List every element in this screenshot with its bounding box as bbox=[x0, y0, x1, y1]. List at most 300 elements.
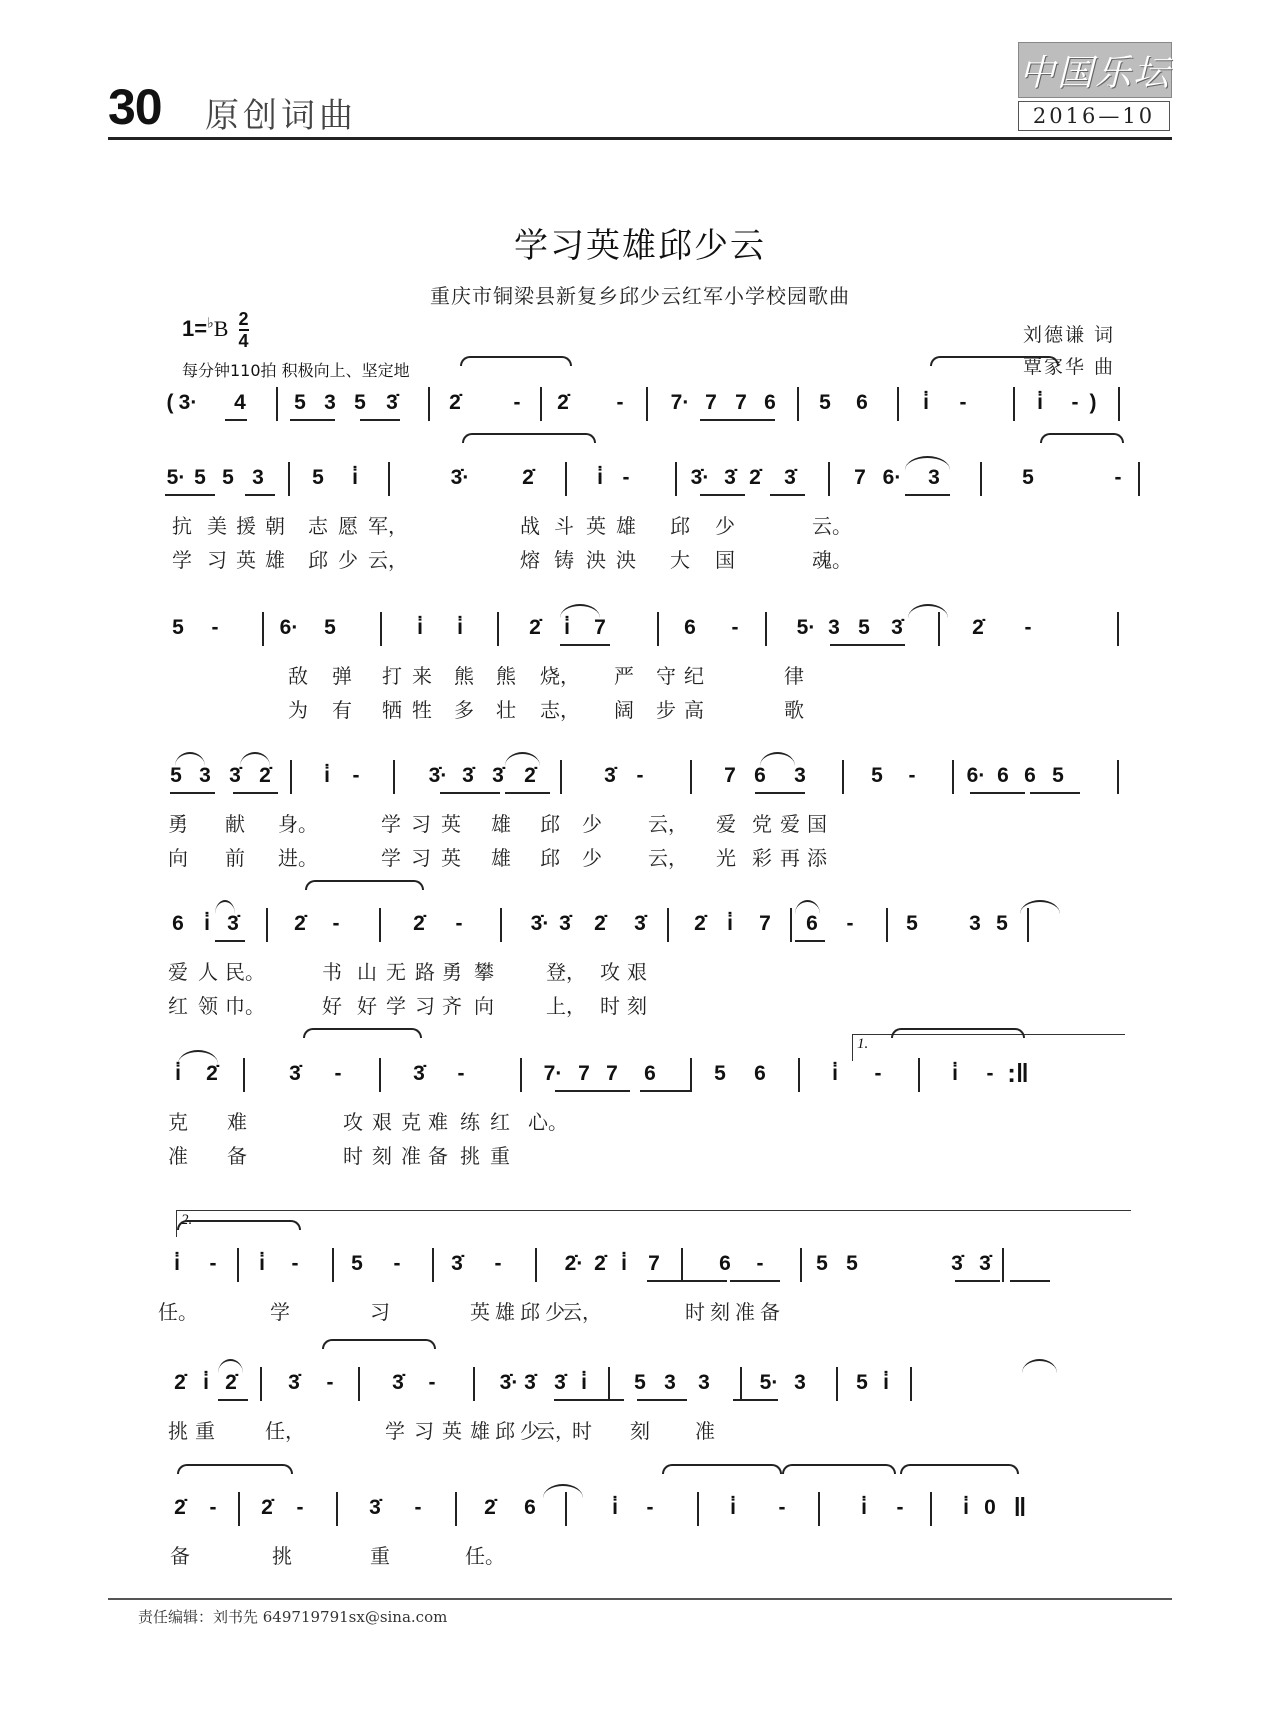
beam-underline[interactable] bbox=[640, 1090, 690, 1092]
note[interactable]: 2̇ bbox=[694, 912, 706, 935]
beam-underline[interactable] bbox=[225, 419, 247, 421]
note[interactable]: i̇ bbox=[457, 616, 463, 639]
lyric-syllable[interactable]: 进。 bbox=[278, 846, 318, 870]
note[interactable]: 7 bbox=[759, 912, 771, 935]
barline[interactable] bbox=[918, 1058, 920, 1092]
note[interactable]: 3 bbox=[928, 466, 940, 489]
dash-extension[interactable]: - bbox=[352, 764, 360, 787]
beam-underline[interactable] bbox=[955, 1280, 1000, 1282]
barline[interactable] bbox=[428, 387, 430, 421]
dash-extension[interactable]: - bbox=[908, 764, 916, 787]
barline[interactable] bbox=[358, 1367, 360, 1401]
lyric-syllable[interactable]: 时 bbox=[572, 1419, 592, 1443]
lyric-syllable[interactable]: 泱 bbox=[586, 548, 606, 572]
note[interactable]: 3 bbox=[828, 616, 840, 639]
beam-underline[interactable] bbox=[218, 1399, 248, 1401]
lyric-syllable[interactable]: 云， bbox=[535, 1419, 575, 1443]
lyric-syllable[interactable]: 铸 bbox=[554, 548, 574, 572]
note[interactable]: 3̇ bbox=[451, 1252, 463, 1275]
barline[interactable] bbox=[740, 1367, 742, 1401]
note[interactable]: 2̇ bbox=[529, 616, 541, 639]
tie-bracket[interactable] bbox=[662, 1464, 782, 1474]
note[interactable]: 2̇ bbox=[972, 616, 984, 639]
lyric-syllable[interactable]: 英 bbox=[441, 846, 461, 870]
barline[interactable] bbox=[380, 612, 382, 646]
note[interactable]: 3̇ bbox=[979, 1252, 991, 1275]
lyric-syllable[interactable]: 勇 bbox=[442, 960, 462, 984]
lyric-syllable[interactable]: 挑 bbox=[460, 1144, 480, 1168]
note[interactable]: :‖ bbox=[1007, 1058, 1029, 1088]
note[interactable]: 2̇ bbox=[594, 1252, 606, 1275]
barline[interactable] bbox=[276, 387, 278, 421]
note[interactable]: 3 bbox=[252, 466, 264, 489]
lyric-syllable[interactable]: 光 bbox=[716, 846, 736, 870]
lyric-syllable[interactable]: 雄 bbox=[470, 1419, 490, 1443]
lyric-syllable[interactable]: 习 bbox=[411, 812, 431, 836]
tie-bracket[interactable] bbox=[930, 356, 1059, 366]
barline[interactable] bbox=[1117, 760, 1119, 794]
lyric-syllable[interactable]: 刻 bbox=[710, 1300, 730, 1324]
note[interactable]: 5 bbox=[1022, 466, 1034, 489]
note[interactable]: 6 bbox=[997, 764, 1009, 787]
lyric-syllable[interactable]: 刻 bbox=[627, 994, 647, 1018]
barline[interactable] bbox=[266, 908, 268, 942]
lyric-syllable[interactable]: 挑 bbox=[272, 1544, 292, 1568]
note[interactable]: 2̇ bbox=[484, 1496, 496, 1519]
note[interactable]: 2̇ bbox=[294, 912, 306, 935]
note[interactable]: i̇ bbox=[861, 1496, 867, 1519]
note[interactable]: 2̇ bbox=[413, 912, 425, 935]
barline[interactable] bbox=[535, 1248, 537, 1282]
dash-extension[interactable]: - bbox=[455, 912, 463, 935]
beam-underline[interactable] bbox=[1030, 792, 1080, 794]
note[interactable]: i̇ bbox=[175, 1062, 181, 1085]
note[interactable]: 7 bbox=[705, 391, 717, 414]
note[interactable]: 3̇ bbox=[288, 1371, 300, 1394]
lyric-syllable[interactable]: 敌 bbox=[288, 664, 308, 688]
barline[interactable] bbox=[1002, 1248, 1004, 1282]
note[interactable]: 2̇ bbox=[524, 764, 536, 787]
note[interactable]: 2̇ bbox=[225, 1371, 237, 1394]
lyric-syllable[interactable]: 战 bbox=[520, 514, 540, 538]
beam-underline[interactable] bbox=[637, 1399, 687, 1401]
lyric-syllable[interactable]: 备 bbox=[227, 1144, 247, 1168]
note[interactable]: 5 bbox=[858, 616, 870, 639]
barline[interactable] bbox=[910, 1367, 912, 1401]
lyric-syllable[interactable]: 备 bbox=[428, 1144, 448, 1168]
tie-bracket[interactable] bbox=[1040, 433, 1124, 443]
lyric-syllable[interactable]: 向 bbox=[168, 846, 188, 870]
lyric-syllable[interactable]: 艰 bbox=[372, 1110, 392, 1134]
beam-underline[interactable] bbox=[554, 1399, 624, 1401]
note[interactable]: i̇ bbox=[612, 1496, 618, 1519]
lyric-syllable[interactable]: 艰 bbox=[627, 960, 647, 984]
barline[interactable] bbox=[980, 462, 982, 496]
dash-extension[interactable]: - bbox=[731, 616, 739, 639]
beam-underline[interactable] bbox=[360, 419, 400, 421]
note[interactable]: 6 bbox=[806, 912, 818, 935]
barline[interactable] bbox=[952, 760, 954, 794]
slur-arc[interactable] bbox=[543, 1484, 583, 1498]
score-line[interactable] bbox=[0, 1488, 1280, 1608]
beam-underline[interactable] bbox=[770, 494, 805, 496]
beam-underline[interactable] bbox=[855, 644, 905, 646]
note[interactable]: 5 bbox=[354, 391, 366, 414]
score-line[interactable] bbox=[0, 756, 1280, 876]
note[interactable]: 5 bbox=[324, 616, 336, 639]
lyric-syllable[interactable]: 时 bbox=[343, 1144, 363, 1168]
lyric-syllable[interactable]: 向 bbox=[474, 994, 494, 1018]
note[interactable]: 7 bbox=[724, 764, 736, 787]
note[interactable]: 5 bbox=[351, 1252, 363, 1275]
note[interactable]: 3̇ bbox=[413, 1062, 425, 1085]
note[interactable]: 7 bbox=[594, 616, 606, 639]
beam-underline[interactable] bbox=[970, 792, 1025, 794]
note[interactable]: 6· bbox=[279, 616, 299, 639]
beam-underline[interactable] bbox=[165, 494, 215, 496]
note[interactable]: 5 bbox=[714, 1062, 726, 1085]
lyric-syllable[interactable]: 云， bbox=[648, 846, 688, 870]
dash-extension[interactable]: - bbox=[646, 1496, 654, 1519]
dash-extension[interactable]: - bbox=[636, 764, 644, 787]
note[interactable]: 3̇ bbox=[634, 912, 646, 935]
note[interactable]: i̇ bbox=[564, 616, 570, 639]
note[interactable]: ‖ bbox=[1013, 1492, 1027, 1522]
barline[interactable] bbox=[238, 1492, 240, 1526]
barline[interactable] bbox=[675, 462, 677, 496]
lyric-syllable[interactable]: 少 bbox=[582, 846, 602, 870]
lyric-syllable[interactable]: 邱 bbox=[670, 514, 690, 538]
lyric-syllable[interactable]: 雄 bbox=[616, 514, 636, 538]
tie-bracket[interactable] bbox=[177, 1464, 293, 1474]
note[interactable]: 5 bbox=[222, 466, 234, 489]
note[interactable]: 2̇ bbox=[749, 466, 761, 489]
tie-bracket[interactable] bbox=[891, 1028, 1025, 1038]
lyric-syllable[interactable]: 攻 bbox=[343, 1110, 363, 1134]
note[interactable]: 6 bbox=[1024, 764, 1036, 787]
note[interactable]: i̇ bbox=[963, 1496, 969, 1519]
note[interactable]: 2̇ bbox=[449, 391, 461, 414]
dash-extension[interactable]: - bbox=[1071, 391, 1079, 414]
beam-underline[interactable] bbox=[560, 644, 610, 646]
lyric-syllable[interactable]: 美 bbox=[207, 514, 227, 538]
barline[interactable] bbox=[930, 1492, 932, 1526]
note[interactable]: 3̇· bbox=[428, 764, 448, 787]
volta-2-bracket[interactable]: 2. bbox=[176, 1210, 1131, 1237]
lyric-syllable[interactable]: 党 bbox=[752, 812, 772, 836]
note[interactable]: 7 bbox=[606, 1062, 618, 1085]
lyric-syllable[interactable]: 朝 bbox=[265, 514, 285, 538]
note[interactable]: 3̇ bbox=[891, 616, 903, 639]
lyric-syllable[interactable]: 习 bbox=[207, 548, 227, 572]
slur-arc[interactable] bbox=[760, 752, 795, 766]
beam-underline[interactable] bbox=[440, 792, 500, 794]
note[interactable]: 3̇ bbox=[369, 1496, 381, 1519]
lyric-syllable[interactable]: 云， bbox=[368, 548, 408, 572]
beam-underline[interactable] bbox=[647, 1280, 727, 1282]
lyric-syllable[interactable]: 红 bbox=[490, 1110, 510, 1134]
lyric-syllable[interactable]: 学 bbox=[381, 846, 401, 870]
barline[interactable] bbox=[497, 612, 499, 646]
lyric-syllable[interactable]: 抗 bbox=[172, 514, 192, 538]
barline[interactable] bbox=[393, 760, 395, 794]
lyric-syllable[interactable]: 献 bbox=[225, 812, 245, 836]
barline[interactable] bbox=[500, 908, 502, 942]
note[interactable]: 5 bbox=[1052, 764, 1064, 787]
lyric-syllable[interactable]: 少 bbox=[545, 1300, 565, 1324]
note[interactable]: 3̇ bbox=[784, 466, 796, 489]
note[interactable]: 3 bbox=[698, 1371, 710, 1394]
barline[interactable] bbox=[565, 462, 567, 496]
note[interactable]: 5 bbox=[816, 1252, 828, 1275]
lyric-syllable[interactable]: 人 bbox=[198, 960, 218, 984]
dash-extension[interactable]: - bbox=[414, 1496, 422, 1519]
lyric-syllable[interactable]: 牲 bbox=[412, 698, 432, 722]
note[interactable]: 7· bbox=[670, 391, 690, 414]
barline[interactable] bbox=[473, 1367, 475, 1401]
note[interactable]: 3̇· bbox=[530, 912, 550, 935]
lyric-syllable[interactable]: 爱 bbox=[716, 812, 736, 836]
lyric-syllable[interactable]: 打 bbox=[382, 664, 402, 688]
barline[interactable] bbox=[790, 908, 792, 942]
beam-underline[interactable] bbox=[505, 792, 550, 794]
lyric-syllable[interactable]: 云。 bbox=[812, 514, 852, 538]
lyric-syllable[interactable]: 邱 bbox=[540, 846, 560, 870]
lyric-syllable[interactable]: 任。 bbox=[158, 1300, 198, 1324]
note[interactable]: 3̇ bbox=[386, 391, 398, 414]
beam-underline[interactable] bbox=[170, 792, 215, 794]
note[interactable]: 3̇ bbox=[462, 764, 474, 787]
dash-extension[interactable]: - bbox=[494, 1252, 502, 1275]
lyric-syllable[interactable]: 前 bbox=[225, 846, 245, 870]
lyric-syllable[interactable]: 习 bbox=[411, 846, 431, 870]
note[interactable]: 5 bbox=[294, 391, 306, 414]
note[interactable]: 5 bbox=[856, 1371, 868, 1394]
lyric-syllable[interactable]: 刻 bbox=[372, 1144, 392, 1168]
note[interactable]: 3· bbox=[178, 391, 198, 414]
barline[interactable] bbox=[646, 387, 648, 421]
dash-extension[interactable]: - bbox=[211, 616, 219, 639]
beam-underline[interactable] bbox=[755, 792, 805, 794]
note[interactable]: 5 bbox=[194, 466, 206, 489]
dash-extension[interactable]: - bbox=[209, 1252, 217, 1275]
lyric-syllable[interactable]: 邱 bbox=[308, 548, 328, 572]
barline[interactable] bbox=[800, 1248, 802, 1282]
dash-extension[interactable]: - bbox=[332, 912, 340, 935]
note[interactable]: 6 bbox=[684, 616, 696, 639]
lyric-syllable[interactable]: 书 bbox=[322, 960, 342, 984]
beam-underline[interactable] bbox=[1010, 1280, 1050, 1282]
lyric-syllable[interactable]: 再 bbox=[780, 846, 800, 870]
lyric-syllable[interactable]: 习 bbox=[370, 1300, 390, 1324]
note[interactable]: i̇ bbox=[259, 1252, 265, 1275]
lyric-syllable[interactable]: 志 bbox=[308, 514, 328, 538]
barline[interactable] bbox=[886, 908, 888, 942]
note[interactable]: 5 bbox=[172, 616, 184, 639]
lyric-syllable[interactable]: 援 bbox=[236, 514, 256, 538]
tie-bracket[interactable] bbox=[177, 1220, 301, 1230]
lyric-syllable[interactable]: 巾。 bbox=[225, 994, 265, 1018]
dash-extension[interactable]: - bbox=[874, 1062, 882, 1085]
slur-arc[interactable] bbox=[178, 1050, 218, 1064]
barline[interactable] bbox=[798, 1058, 800, 1092]
note[interactable]: 2̇ bbox=[594, 912, 606, 935]
note[interactable]: 6 bbox=[644, 1062, 656, 1085]
volta-1-bracket[interactable]: 1. bbox=[852, 1034, 1125, 1061]
note[interactable]: i̇ bbox=[883, 1371, 889, 1394]
beam-underline[interactable] bbox=[733, 1399, 778, 1401]
tie-bracket[interactable] bbox=[782, 1464, 896, 1474]
barline[interactable] bbox=[690, 760, 692, 794]
barline[interactable] bbox=[379, 1058, 381, 1092]
barline[interactable] bbox=[520, 1058, 522, 1092]
slur-arc[interactable] bbox=[240, 752, 270, 766]
note[interactable]: 0 bbox=[984, 1496, 996, 1519]
beam-underline[interactable] bbox=[730, 1280, 780, 1282]
lyric-syllable[interactable]: 任。 bbox=[465, 1544, 505, 1568]
lyric-syllable[interactable]: 壮 bbox=[496, 698, 516, 722]
dash-extension[interactable]: - bbox=[428, 1371, 436, 1394]
note[interactable]: 5 bbox=[819, 391, 831, 414]
note[interactable]: 2̇ bbox=[522, 466, 534, 489]
dash-extension[interactable]: - bbox=[756, 1252, 764, 1275]
note[interactable]: 5 bbox=[996, 912, 1008, 935]
barline[interactable] bbox=[260, 1367, 262, 1401]
note[interactable]: 6 bbox=[172, 912, 184, 935]
lyric-syllable[interactable]: 有 bbox=[332, 698, 352, 722]
dash-extension[interactable]: - bbox=[209, 1496, 217, 1519]
lyric-syllable[interactable]: 重 bbox=[370, 1544, 390, 1568]
lyric-syllable[interactable]: 准 bbox=[401, 1144, 421, 1168]
lyric-syllable[interactable]: 严 bbox=[614, 664, 634, 688]
barline[interactable] bbox=[243, 1058, 245, 1092]
lyric-syllable[interactable]: 彩 bbox=[752, 846, 772, 870]
barline[interactable] bbox=[262, 612, 264, 646]
note[interactable]: 5 bbox=[906, 912, 918, 935]
lyric-syllable[interactable]: 学 bbox=[386, 994, 406, 1018]
score-line[interactable] bbox=[0, 458, 1280, 578]
note[interactable]: 6 bbox=[764, 391, 776, 414]
tie-bracket[interactable] bbox=[303, 1028, 422, 1038]
lyric-syllable[interactable]: 勇 bbox=[168, 812, 188, 836]
note[interactable]: 3 bbox=[794, 764, 806, 787]
barline[interactable] bbox=[818, 1492, 820, 1526]
barline[interactable] bbox=[336, 1492, 338, 1526]
barline[interactable] bbox=[388, 462, 390, 496]
barline[interactable] bbox=[1138, 462, 1140, 496]
lyric-syllable[interactable]: 登， bbox=[546, 960, 586, 984]
note[interactable]: 5 bbox=[170, 764, 182, 787]
dash-extension[interactable]: - bbox=[513, 391, 521, 414]
lyric-syllable[interactable]: 心。 bbox=[528, 1110, 568, 1134]
note[interactable]: i̇ bbox=[952, 1062, 958, 1085]
lyric-syllable[interactable]: 准 bbox=[735, 1300, 755, 1324]
dash-extension[interactable]: - bbox=[846, 912, 854, 935]
dash-extension[interactable]: - bbox=[986, 1062, 994, 1085]
barline[interactable] bbox=[1117, 612, 1119, 646]
slur-arc[interactable] bbox=[215, 900, 235, 914]
note[interactable]: 3 bbox=[324, 391, 336, 414]
dash-extension[interactable]: - bbox=[393, 1252, 401, 1275]
barline[interactable] bbox=[667, 908, 669, 942]
note[interactable]: i̇ bbox=[727, 912, 733, 935]
score-line[interactable] bbox=[0, 1036, 1280, 1174]
lyric-syllable[interactable]: 无 bbox=[386, 960, 406, 984]
lyric-syllable[interactable]: 雄 bbox=[265, 548, 285, 572]
lyric-syllable[interactable]: 习 bbox=[414, 1419, 434, 1443]
lyric-syllable[interactable]: 邱 bbox=[495, 1419, 515, 1443]
dash-extension[interactable]: - bbox=[1024, 616, 1032, 639]
lyric-syllable[interactable]: 学 bbox=[385, 1419, 405, 1443]
lyric-syllable[interactable]: 少 bbox=[338, 548, 358, 572]
lyric-syllable[interactable]: 备 bbox=[170, 1544, 190, 1568]
lyric-syllable[interactable]: 难 bbox=[227, 1110, 247, 1134]
note[interactable]: 3̇· bbox=[450, 466, 470, 489]
note[interactable]: 3̇ bbox=[604, 764, 616, 787]
tie-bracket[interactable] bbox=[305, 880, 424, 890]
lyric-syllable[interactable]: 学 bbox=[270, 1300, 290, 1324]
lyric-syllable[interactable]: 爱 bbox=[780, 812, 800, 836]
lyric-syllable[interactable]: 雄 bbox=[495, 1300, 515, 1324]
dash-extension[interactable]: - bbox=[457, 1062, 465, 1085]
dash-extension[interactable]: - bbox=[616, 391, 624, 414]
lyric-syllable[interactable]: 国 bbox=[807, 812, 827, 836]
lyric-syllable[interactable]: 好 bbox=[322, 994, 342, 1018]
lyric-syllable[interactable]: 邱 bbox=[540, 812, 560, 836]
note[interactable]: 6 bbox=[719, 1252, 731, 1275]
lyric-syllable[interactable]: 习 bbox=[415, 994, 435, 1018]
note[interactable]: 6· bbox=[882, 466, 902, 489]
parenthesis[interactable]: ) bbox=[1089, 391, 1097, 414]
lyric-syllable[interactable]: 雄 bbox=[491, 846, 511, 870]
lyric-syllable[interactable]: 多 bbox=[454, 698, 474, 722]
barline[interactable] bbox=[797, 387, 799, 421]
note[interactable]: i̇ bbox=[1037, 391, 1043, 414]
note[interactable]: 6· bbox=[966, 764, 986, 787]
note[interactable]: 6 bbox=[754, 764, 766, 787]
note[interactable]: 3̇ bbox=[227, 912, 239, 935]
lyric-syllable[interactable]: 英 bbox=[442, 1419, 462, 1443]
lyric-syllable[interactable]: 准 bbox=[695, 1419, 715, 1443]
lyric-syllable[interactable]: 军， bbox=[368, 514, 408, 538]
lyric-syllable[interactable]: 邱 bbox=[520, 1300, 540, 1324]
lyric-syllable[interactable]: 好 bbox=[357, 994, 377, 1018]
note[interactable]: 6 bbox=[754, 1062, 766, 1085]
lyric-syllable[interactable]: 来 bbox=[412, 664, 432, 688]
barline[interactable] bbox=[237, 1248, 239, 1282]
barline[interactable] bbox=[765, 612, 767, 646]
lyric-syllable[interactable]: 熊 bbox=[454, 664, 474, 688]
barline[interactable] bbox=[560, 760, 562, 794]
barline[interactable] bbox=[1118, 387, 1120, 421]
barline[interactable] bbox=[681, 1248, 683, 1282]
note[interactable]: 3̇ bbox=[392, 1371, 404, 1394]
note[interactable]: 3̇· bbox=[499, 1371, 519, 1394]
lyric-syllable[interactable]: 英 bbox=[586, 514, 606, 538]
lyric-syllable[interactable]: 熊 bbox=[496, 664, 516, 688]
barline[interactable] bbox=[697, 1492, 699, 1526]
note[interactable]: i̇ bbox=[832, 1062, 838, 1085]
lyric-syllable[interactable]: 步 bbox=[656, 698, 676, 722]
slur-arc[interactable] bbox=[795, 900, 820, 914]
lyric-syllable[interactable]: 重 bbox=[195, 1419, 215, 1443]
note[interactable]: 7 bbox=[735, 391, 747, 414]
note[interactable]: 5· bbox=[796, 616, 816, 639]
dash-extension[interactable]: - bbox=[896, 1496, 904, 1519]
note[interactable]: 3̇· bbox=[690, 466, 710, 489]
lyric-syllable[interactable]: 路 bbox=[415, 960, 435, 984]
note[interactable]: 7 bbox=[648, 1252, 660, 1275]
